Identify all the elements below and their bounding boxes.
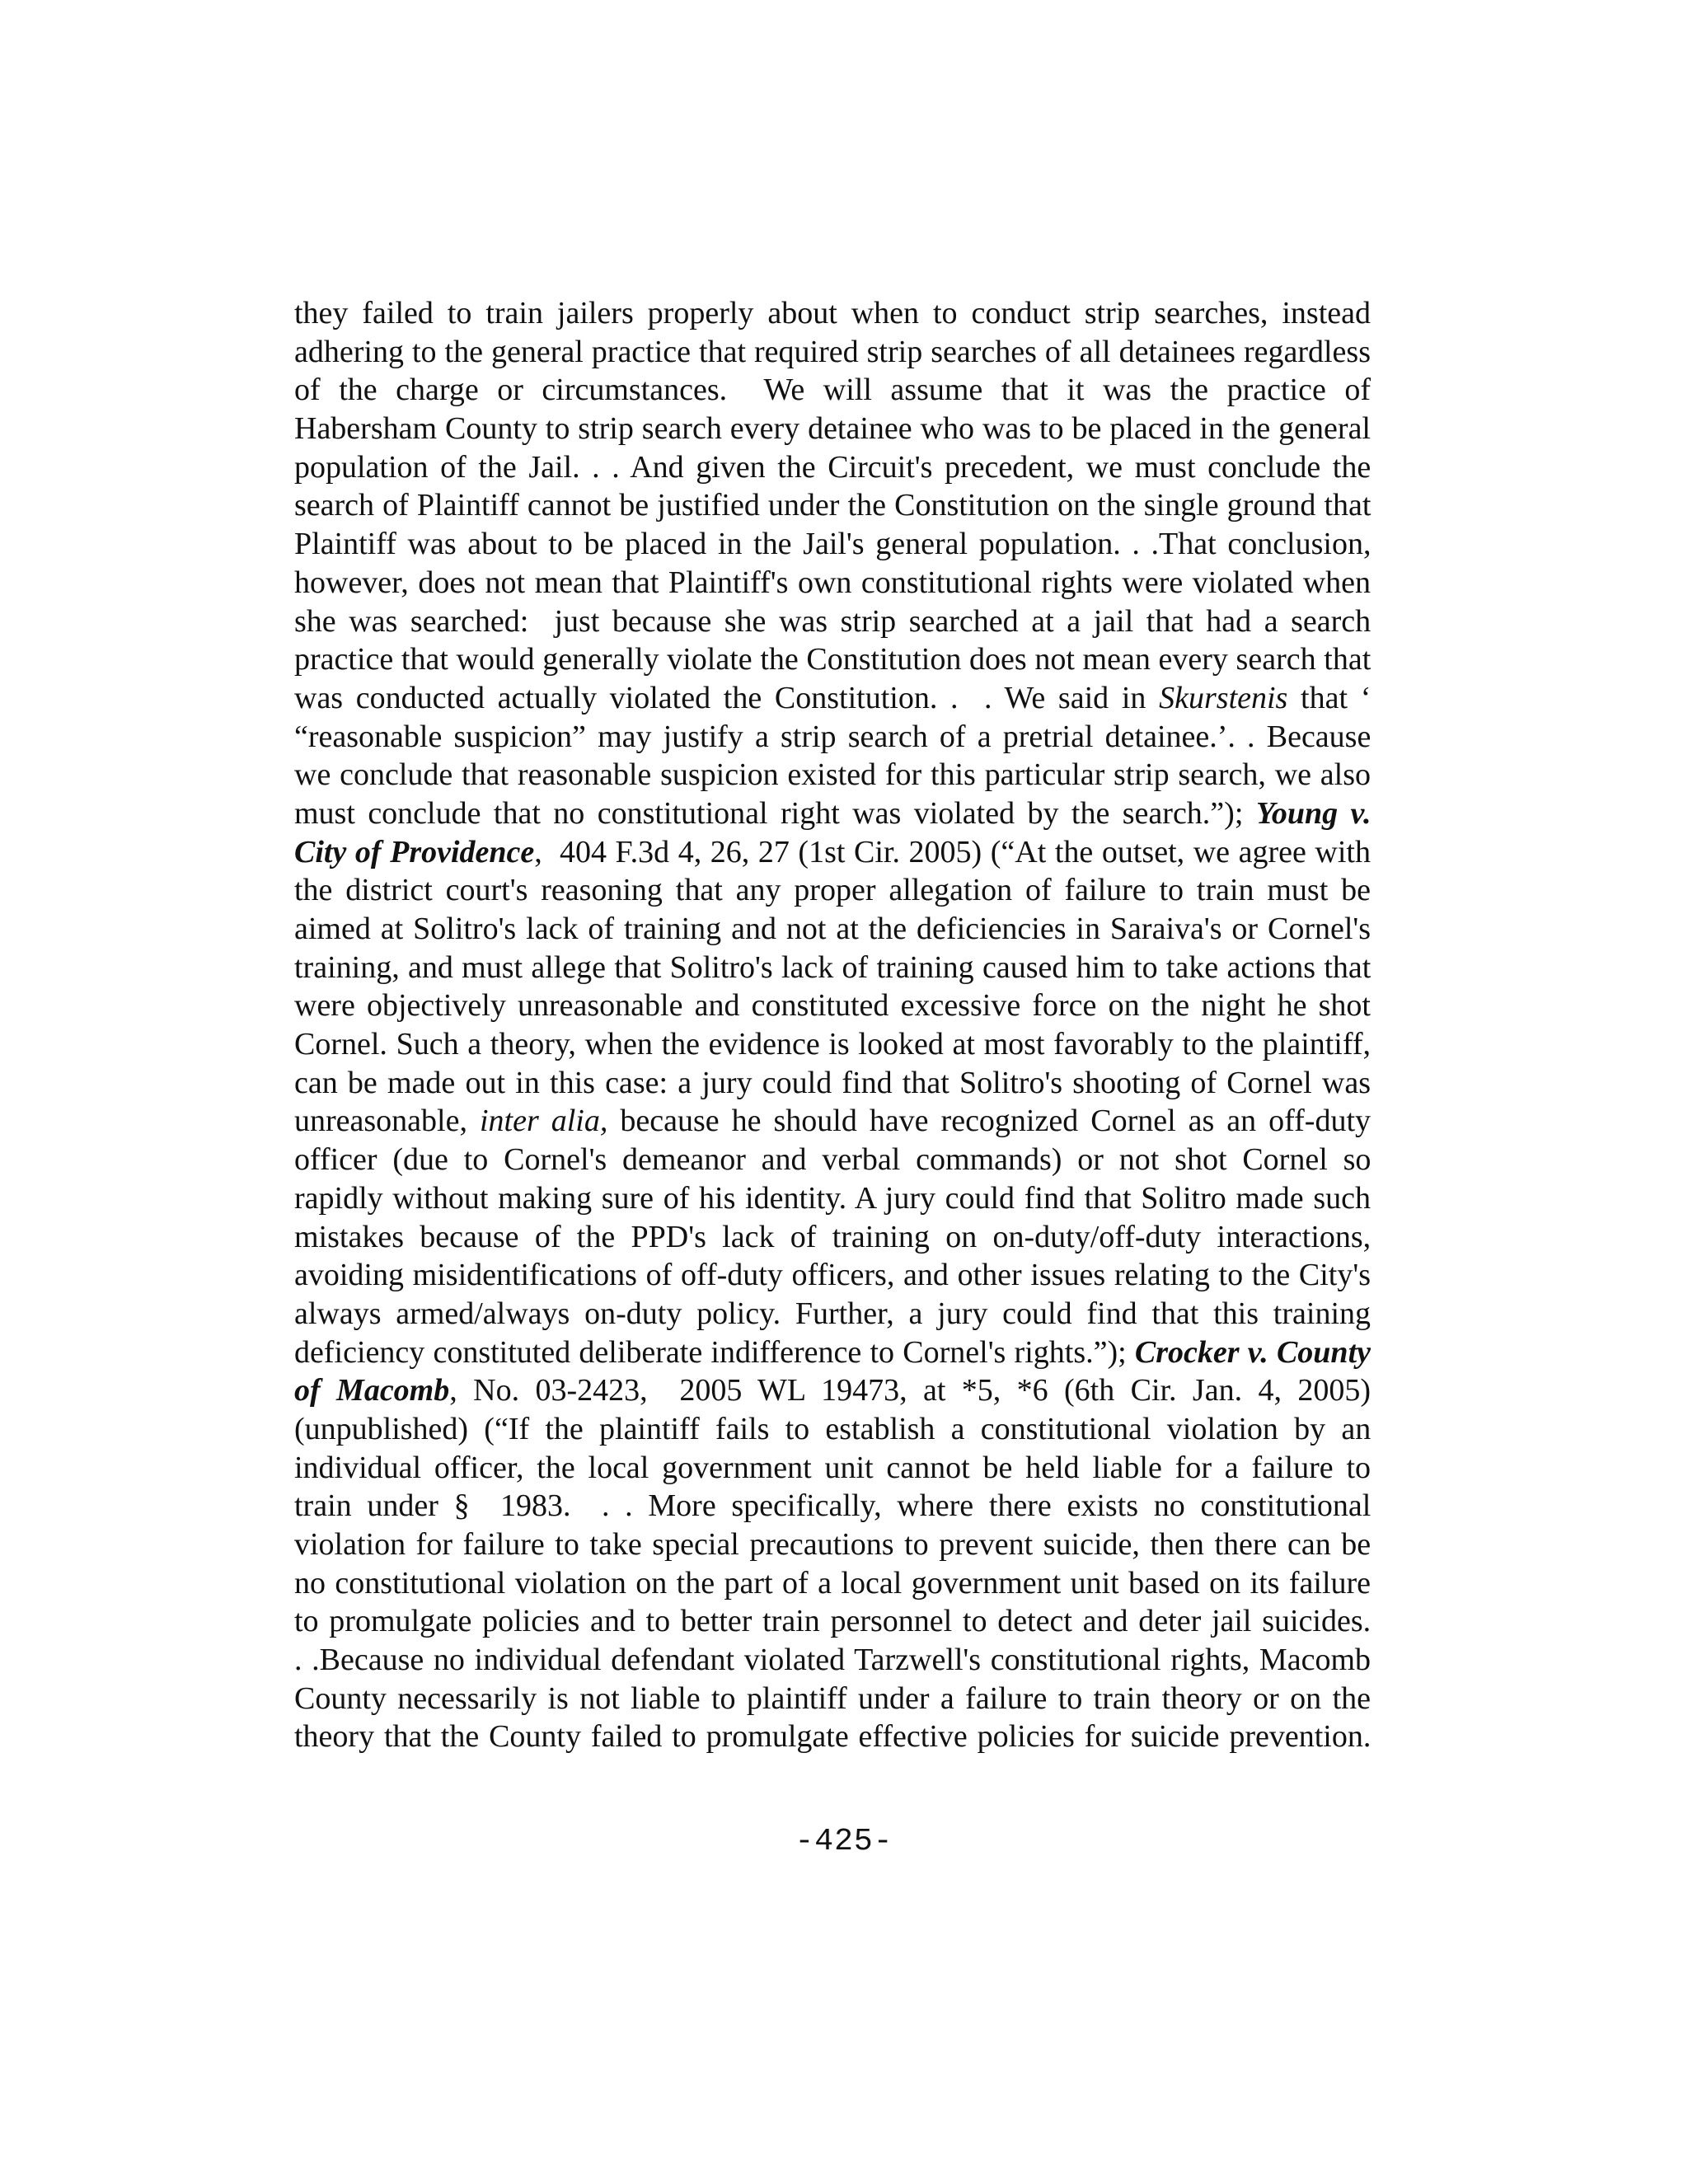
text-line (294, 333, 1371, 372)
text-segment: the district court's reasoning that any proper allegation of failure to train must be (294, 873, 1371, 908)
text-segment: County necessarily is not liable to plaintiff under a failure to train theory or on the (294, 1680, 1371, 1716)
text-segment: however, does not mean that Plaintiff's own constitutional rights were violated when (294, 565, 1371, 600)
text-segment: Cornel. Such a theory, when the evidence is looked at most favorably to the plaintiff, (294, 1027, 1371, 1062)
text-line (294, 833, 1371, 872)
text-segment: avoiding misidentifications of off-duty officers, and other issues relating to the City's (294, 1258, 1371, 1293)
text-line (294, 949, 1371, 987)
text-segment: adhering to the general practice that required strip searches of all detainees regardless (294, 334, 1371, 369)
case-citation: Crocker v. County (1134, 1334, 1371, 1370)
text-line (294, 564, 1371, 602)
text-line (294, 448, 1371, 487)
text-line (294, 910, 1371, 949)
text-segment: training, and must allege that Solitro's lack of training caused him to take actions that (294, 949, 1372, 985)
text-line (294, 679, 1371, 718)
text-line (294, 1602, 1371, 1641)
text-segment: were objectively unreasonable and constituted excessive force on the night he shot (294, 988, 1371, 1024)
text-segment: mistakes because of the PPD's lack of training on on-duty/off-duty interactions, (294, 1219, 1372, 1254)
text-segment: of the charge or circumstances. We will assume that it was the practice of (294, 373, 1371, 408)
text-line (294, 1333, 1371, 1372)
text-segment: rapidly without making sure of his identity. A jury could find that Solitro made such (294, 1180, 1371, 1216)
text-segment: violation for failure to take special precautions to prevent suicide, then there can be (294, 1527, 1372, 1562)
text-line (294, 1025, 1371, 1064)
text-segment: practice that would generally violate the Constitution does not mean every search that (294, 642, 1372, 677)
text-segment: train under § 1983. . . More specifically, where there exists no constitutional (294, 1488, 1372, 1524)
text-line (294, 1449, 1371, 1488)
text-line (294, 1526, 1371, 1564)
text-segment: must conclude that no constitutional right was violated by the search.”); (294, 795, 1256, 831)
text-segment: they failed to train jailers properly about when to conduct strip searches, instead (294, 296, 1371, 330)
text-segment: population of the Jail. . . And given the Circuit's precedent, we must conclude the (294, 449, 1372, 485)
text-segment: search of Plaintiff cannot be justified under the Constitution on the single ground that (294, 488, 1372, 523)
text-line (294, 756, 1371, 794)
text-segment: (unpublished) (“If the plaintiff fails to establish a constitutional violation by an (294, 1411, 1372, 1446)
text-line (294, 294, 1371, 333)
text-line (294, 1680, 1371, 1718)
text-segment: was conducted actually violated the Constitution. . . We said in (294, 680, 1160, 715)
text-segment: we conclude that reasonable suspicion existed for this particular strip search, we also (294, 757, 1371, 793)
text-segment: “reasonable suspicion” may justify a strip search of a pretrial detainee.’. . Because (294, 719, 1372, 754)
text-segment: aimed at Solitro's lack of training and not at the deficiencies in Saraiva's or Cornel's (294, 912, 1372, 946)
text-segment: she was searched: just because she was strip searched at a jail that had a search (294, 603, 1372, 639)
text-line (294, 794, 1371, 833)
text-segment: unreasonable, (294, 1104, 480, 1139)
text-segment: deficiency constituted deliberate indifference to Cornel's rights.”); (294, 1334, 1135, 1370)
text-segment: no constitutional violation on the part of a local government unit based on its failure (294, 1565, 1372, 1601)
text-line (294, 640, 1371, 679)
text-line (294, 1064, 1371, 1103)
body-text (294, 294, 1371, 1756)
text-line (294, 1641, 1371, 1680)
case-citation: of Macomb (294, 1373, 450, 1408)
text-segment: . .Because no individual defendant violated Tarzwell's constitutional rights, Macomb (294, 1643, 1371, 1678)
text-segment: because he should have recognized Cornel as an off-duty (607, 1104, 1371, 1139)
text-line (294, 1564, 1371, 1603)
text-line (294, 525, 1371, 564)
case-citation: Young v. (1255, 795, 1372, 831)
page-number: -425- (795, 1824, 893, 1859)
text-line (294, 1410, 1371, 1449)
text-segment: that ‘ (1287, 680, 1372, 715)
text-line (294, 486, 1371, 525)
text-segment: individual officer, the local government unit cannot be held liable for a failure to (294, 1450, 1371, 1485)
text-segment: , No. 03-2423, 2005 WL 19473, at *5, *6 (6th Cir. Jan. 4, 2005) (449, 1373, 1371, 1408)
text-line (294, 1141, 1371, 1179)
text-line (294, 602, 1371, 641)
italic-text: inter alia, (479, 1104, 608, 1139)
text-line (294, 718, 1371, 757)
italic-text: Skurstenis (1159, 680, 1288, 715)
text-segment: Plaintiff was about to be placed in the Jail's general population. . .That conclusion, (294, 527, 1372, 562)
text-line (294, 1218, 1371, 1257)
text-line (294, 1718, 1371, 1756)
text-segment: always armed/always on-duty policy. Further, a jury could find that this training (294, 1296, 1371, 1331)
text-line (294, 1295, 1371, 1333)
text-segment: can be made out in this case: a jury could find that Solitro's shooting of Cornel was (294, 1065, 1371, 1100)
text-line (294, 410, 1371, 448)
text-segment: , 404 F.3d 4, 26, 27 (1st Cir. 2005) (“At the outset, we agree with (534, 834, 1371, 869)
text-segment: theory that the County failed to promulgate effective policies for suicide prevention. (294, 1719, 1372, 1755)
case-citation: City of Providence (294, 834, 535, 869)
text-line (294, 1487, 1371, 1526)
text-line (294, 371, 1371, 410)
text-line (294, 871, 1371, 910)
text-line (294, 1179, 1371, 1218)
text-line (294, 987, 1371, 1025)
text-line (294, 1371, 1371, 1410)
text-segment: officer (due to Cornel's demeanor and verbal commands) or not shot Cornel so (294, 1142, 1372, 1178)
text-line (294, 1256, 1371, 1295)
text-segment: Habersham County to strip search every detainee who was to be placed in the general (294, 411, 1371, 447)
text-segment: to promulgate policies and to better train personnel to detect and deter jail suicides. (294, 1604, 1372, 1639)
text-line (294, 1102, 1371, 1141)
